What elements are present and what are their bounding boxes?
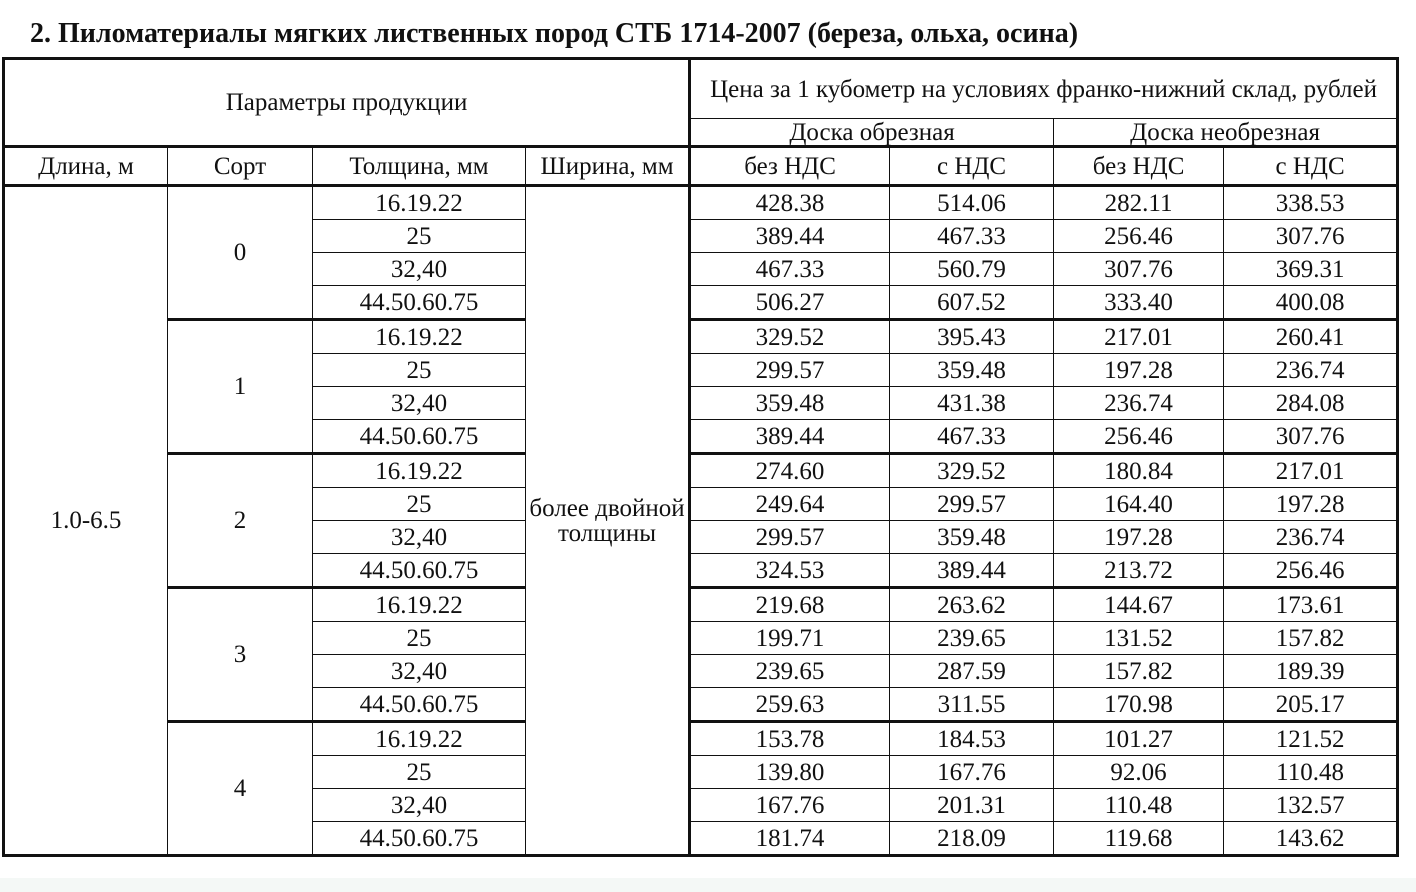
- unedged-price-with-vat: 189.39: [1224, 655, 1398, 688]
- unedged-price-no-vat: 119.68: [1054, 822, 1224, 856]
- thickness-cell: 44.50.60.75: [313, 286, 526, 320]
- length-cell: 1.0-6.5: [4, 186, 168, 856]
- table-row: [4, 588, 1398, 622]
- unedged-price-no-vat: 170.98: [1054, 688, 1224, 722]
- edged-price-with-vat: 311.55: [890, 688, 1054, 722]
- header-edged-no-vat: без НДС: [690, 147, 890, 186]
- edged-price-with-vat: 467.33: [890, 220, 1054, 253]
- unedged-price-no-vat: 144.67: [1054, 588, 1224, 622]
- edged-price-no-vat: 139.80: [690, 756, 890, 789]
- header-edged: Доска обрезная: [690, 119, 1054, 147]
- edged-price-no-vat: 167.76: [690, 789, 890, 822]
- table-row: [4, 320, 1398, 354]
- unedged-price-with-vat: 307.76: [1224, 220, 1398, 253]
- unedged-price-with-vat: 284.08: [1224, 387, 1398, 420]
- unedged-price-with-vat: 110.48: [1224, 756, 1398, 789]
- edged-price-no-vat: 239.65: [690, 655, 890, 688]
- unedged-price-with-vat: 197.28: [1224, 488, 1398, 521]
- edged-price-no-vat: 181.74: [690, 822, 890, 856]
- thickness-cell: 16.19.22: [313, 454, 526, 488]
- edged-price-no-vat: 299.57: [690, 521, 890, 554]
- edged-price-no-vat: 324.53: [690, 554, 890, 588]
- unedged-price-no-vat: 236.74: [1054, 387, 1224, 420]
- thickness-cell: 44.50.60.75: [313, 554, 526, 588]
- unedged-price-no-vat: 131.52: [1054, 622, 1224, 655]
- thickness-cell: 32,40: [313, 253, 526, 286]
- edged-price-no-vat: 359.48: [690, 387, 890, 420]
- thickness-cell: 32,40: [313, 387, 526, 420]
- price-table-frame: [2, 57, 1396, 865]
- edged-price-with-vat: 514.06: [890, 186, 1054, 220]
- unedged-price-no-vat: 92.06: [1054, 756, 1224, 789]
- thickness-cell: 32,40: [313, 789, 526, 822]
- header-unedged-with-vat: с НДС: [1224, 147, 1398, 186]
- unedged-price-with-vat: 143.62: [1224, 822, 1398, 856]
- unedged-price-with-vat: 256.46: [1224, 554, 1398, 588]
- thickness-cell: 44.50.60.75: [313, 688, 526, 722]
- edged-price-with-vat: 607.52: [890, 286, 1054, 320]
- edged-price-with-vat: 218.09: [890, 822, 1054, 856]
- edged-price-with-vat: 560.79: [890, 253, 1054, 286]
- edged-price-with-vat: 467.33: [890, 420, 1054, 454]
- unedged-price-no-vat: 164.40: [1054, 488, 1224, 521]
- unedged-price-with-vat: 369.31: [1224, 253, 1398, 286]
- unedged-price-with-vat: 157.82: [1224, 622, 1398, 655]
- unedged-price-no-vat: 333.40: [1054, 286, 1224, 320]
- unedged-price-with-vat: 400.08: [1224, 286, 1398, 320]
- edged-price-with-vat: 263.62: [890, 588, 1054, 622]
- edged-price-with-vat: 299.57: [890, 488, 1054, 521]
- edged-price-no-vat: 389.44: [690, 220, 890, 253]
- unedged-price-with-vat: 236.74: [1224, 354, 1398, 387]
- edged-price-with-vat: 395.43: [890, 320, 1054, 354]
- thickness-cell: 16.19.22: [313, 320, 526, 354]
- header-edged-with-vat: с НДС: [890, 147, 1054, 186]
- unedged-price-with-vat: 205.17: [1224, 688, 1398, 722]
- edged-price-with-vat: 184.53: [890, 722, 1054, 756]
- thickness-cell: 25: [313, 756, 526, 789]
- edged-price-with-vat: 201.31: [890, 789, 1054, 822]
- thickness-cell: 25: [313, 354, 526, 387]
- header-unedged: Доска необрезная: [1054, 119, 1398, 147]
- grade-cell: 4: [168, 722, 313, 856]
- unedged-price-with-vat: 173.61: [1224, 588, 1398, 622]
- unedged-price-no-vat: 256.46: [1054, 220, 1224, 253]
- edged-price-with-vat: 239.65: [890, 622, 1054, 655]
- unedged-price-no-vat: 197.28: [1054, 354, 1224, 387]
- edged-price-no-vat: 249.64: [690, 488, 890, 521]
- thickness-cell: 25: [313, 622, 526, 655]
- edged-price-with-vat: 389.44: [890, 554, 1054, 588]
- table-row: [4, 186, 1398, 220]
- edged-price-no-vat: 259.63: [690, 688, 890, 722]
- edged-price-no-vat: 467.33: [690, 253, 890, 286]
- thickness-cell: 32,40: [313, 521, 526, 554]
- edged-price-no-vat: 389.44: [690, 420, 890, 454]
- edged-price-with-vat: 431.38: [890, 387, 1054, 420]
- edged-price-no-vat: 219.68: [690, 588, 890, 622]
- unedged-price-no-vat: 307.76: [1054, 253, 1224, 286]
- unedged-price-with-vat: 132.57: [1224, 789, 1398, 822]
- thickness-cell: 16.19.22: [313, 186, 526, 220]
- edged-price-with-vat: 287.59: [890, 655, 1054, 688]
- unedged-price-with-vat: 307.76: [1224, 420, 1398, 454]
- grade-cell: 1: [168, 320, 313, 454]
- unedged-price-with-vat: 121.52: [1224, 722, 1398, 756]
- thickness-cell: 16.19.22: [313, 722, 526, 756]
- grade-cell: 2: [168, 454, 313, 588]
- edged-price-no-vat: 199.71: [690, 622, 890, 655]
- unedged-price-no-vat: 256.46: [1054, 420, 1224, 454]
- thickness-cell: 25: [313, 220, 526, 253]
- page-bottom-strip: [0, 878, 1416, 892]
- table-row: [4, 722, 1398, 756]
- edged-price-with-vat: 359.48: [890, 521, 1054, 554]
- unedged-price-no-vat: 110.48: [1054, 789, 1224, 822]
- header-unedged-no-vat: без НДС: [1054, 147, 1224, 186]
- thickness-cell: 44.50.60.75: [313, 822, 526, 856]
- unedged-price-with-vat: 260.41: [1224, 320, 1398, 354]
- edged-price-no-vat: 329.52: [690, 320, 890, 354]
- unedged-price-no-vat: 217.01: [1054, 320, 1224, 354]
- unedged-price-no-vat: 282.11: [1054, 186, 1224, 220]
- unedged-price-no-vat: 197.28: [1054, 521, 1224, 554]
- edged-price-no-vat: 299.57: [690, 354, 890, 387]
- unedged-price-with-vat: 217.01: [1224, 454, 1398, 488]
- unedged-price-no-vat: 101.27: [1054, 722, 1224, 756]
- header-width: Ширина, мм: [526, 147, 690, 186]
- thickness-cell: 44.50.60.75: [313, 420, 526, 454]
- edged-price-with-vat: 329.52: [890, 454, 1054, 488]
- edged-price-with-vat: 359.48: [890, 354, 1054, 387]
- header-thickness: Толщина, мм: [313, 147, 526, 186]
- unedged-price-no-vat: 213.72: [1054, 554, 1224, 588]
- header-params: Параметры продукции: [4, 59, 690, 147]
- price-table: [2, 57, 1399, 857]
- document-title: 2. Пиломатериалы мягких лиственных пород СТБ 1714-2007 (береза, ольха, осина): [30, 18, 1079, 49]
- grade-cell: 0: [168, 186, 313, 320]
- unedged-price-no-vat: 157.82: [1054, 655, 1224, 688]
- grade-cell: 3: [168, 588, 313, 722]
- unedged-price-with-vat: 236.74: [1224, 521, 1398, 554]
- edged-price-with-vat: 167.76: [890, 756, 1054, 789]
- edged-price-no-vat: 428.38: [690, 186, 890, 220]
- thickness-cell: 16.19.22: [313, 588, 526, 622]
- unedged-price-no-vat: 180.84: [1054, 454, 1224, 488]
- edged-price-no-vat: 153.78: [690, 722, 890, 756]
- table-row: [4, 454, 1398, 488]
- thickness-cell: 25: [313, 488, 526, 521]
- width-cell: более двойной толщины: [526, 186, 690, 856]
- edged-price-no-vat: 274.60: [690, 454, 890, 488]
- thickness-cell: 32,40: [313, 655, 526, 688]
- edged-price-no-vat: 506.27: [690, 286, 890, 320]
- unedged-price-with-vat: 338.53: [1224, 186, 1398, 220]
- header-grade: Сорт: [168, 147, 313, 186]
- header-length: Длина, м: [4, 147, 168, 186]
- header-price: Цена за 1 кубометр на условиях франко-нижний склад, рублей: [690, 59, 1398, 119]
